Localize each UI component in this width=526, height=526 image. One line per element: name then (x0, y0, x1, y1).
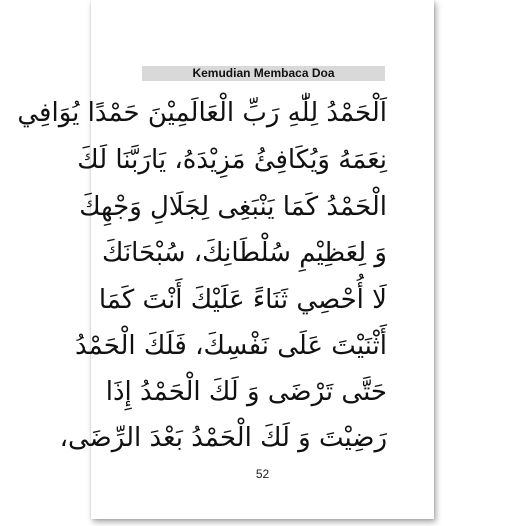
doa-line-7: حَتَّى تَرْضَى وَ لَكَ الْحَمْدُ إِذَا (105, 377, 387, 407)
book-page (17, 0, 434, 519)
page-number: 52 (255, 467, 270, 481)
doa-line-5: لَا أُحْصِي ثَنَاءً عَلَيْكَ أَنْتَ كَمَا (98, 285, 387, 315)
doa-line-8: رَضِيْتَ وَ لَكَ الْحَمْدُ بَعْدَ الرِّضَى، (59, 423, 387, 453)
doa-line-3: الْحَمْدُ كَمَا يَنْبَغِى لِجَلَالِ وَجْهِكَ (79, 192, 387, 222)
doa-line-1: اَلْحَمْدُ لِلّٰهِ رَبِّ الْعَالَمِيْنَ حَمْدًا يُوَافِي (17, 98, 387, 128)
section-title: Kemudian Membaca Doa (192, 66, 335, 80)
doa-line-6: أَثْنَيْتَ عَلَى نَفْسِكَ، فَلَكَ الْحَمْدُ (75, 331, 387, 361)
section-header (142, 66, 385, 81)
doa-line-2: نِعَمَهُ وَيُكَافِئُ مَزِيْدَهُ، يَارَبَّنَا لَكَ (77, 145, 387, 175)
doa-line-4: وَ لِعَظِيْمِ سُلْطَانِكَ، سُبْحَانَكَ (102, 238, 387, 268)
